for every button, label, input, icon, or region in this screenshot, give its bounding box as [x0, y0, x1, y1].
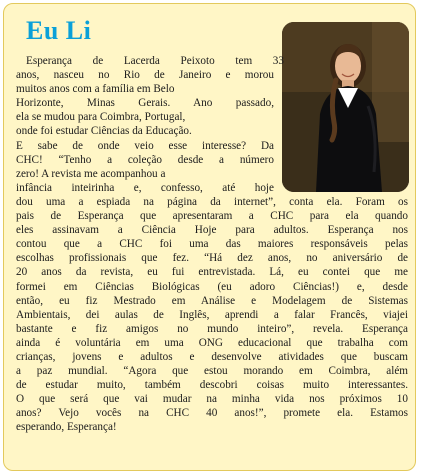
article-line: O que será que vai mudar na minha vida nos próximos 10 — [16, 393, 408, 406]
article-line: esperando, Esperança! — [16, 421, 117, 434]
article-line: Horizonte, Minas Gerais. Ano passado, — [16, 97, 274, 110]
article-line: crianças, jovens e adultos e desenvolve atividades que buscam — [16, 350, 408, 363]
article-line: contou que a CHC foi uma das maiores responsáveis pelas — [16, 238, 408, 251]
article-line: Esperança de Lacerda Peixoto tem 33 — [26, 55, 284, 67]
article-line: de estudar muito, também descobri coisas muito interessantes. — [16, 379, 408, 392]
article-line: anos, nasceu no Rio de Janeiro e morou — [16, 69, 274, 82]
article-line: ela se mudou para Coimbra, Portugal, — [16, 111, 186, 124]
article-line: E sabe de onde veio esse interesse? Da — [16, 139, 274, 152]
article-line: a paz mundial. “Agora que estou morando em Coimbra, além — [16, 365, 408, 378]
article-line: eles assinavam a Ciência Hoje para adultos. Esperança nos — [16, 224, 408, 237]
article-line: anos? Vejo vocês na CHC 40 anos!”, promete ela. Estamos — [16, 407, 408, 420]
article-line: zero! A revista me acompanhou a — [16, 167, 166, 180]
article-line: bastante e fiz amigos no mundo inteiro”, revela. Esperança — [16, 322, 408, 335]
section-title: Eu Li — [26, 16, 92, 45]
article-line: pais de Esperança que apresentaram a CHC para ela quando — [16, 210, 408, 223]
article-line: ainda é voluntária em uma ONG educacional que trabalha com — [16, 336, 408, 349]
article-line: onde foi estudar Ciências da Educação. — [16, 125, 192, 138]
article-line: CHC! “Tenho a coleção desde a número — [16, 153, 274, 166]
article-line: 20 anos da revista, eu fui entrevistada. Lá, eu contei que me — [16, 266, 408, 279]
article-panel — [3, 3, 416, 471]
article-line: então, eu fiz Mestrado em Análise e Modelagem de Sistemas — [16, 294, 408, 307]
article-line: formei em Ciências Biológicas (eu adoro Ciências!) e, desde — [16, 280, 408, 293]
article-line: infância inteirinha e, confesso, até hoje — [16, 181, 274, 194]
article-line: escolhas profissionais que fez. “Há dez anos, no aniversário de — [16, 252, 408, 265]
article-line: dou uma a espiada na página da internet”, conta ela. Foram os — [16, 195, 408, 208]
article-line: Ambientais, dei aulas de Inglês, aprendi a falar Francês, viajei — [16, 308, 408, 321]
article-text — [16, 54, 408, 435]
article-line: muitos anos com a família em Belo — [16, 83, 175, 96]
